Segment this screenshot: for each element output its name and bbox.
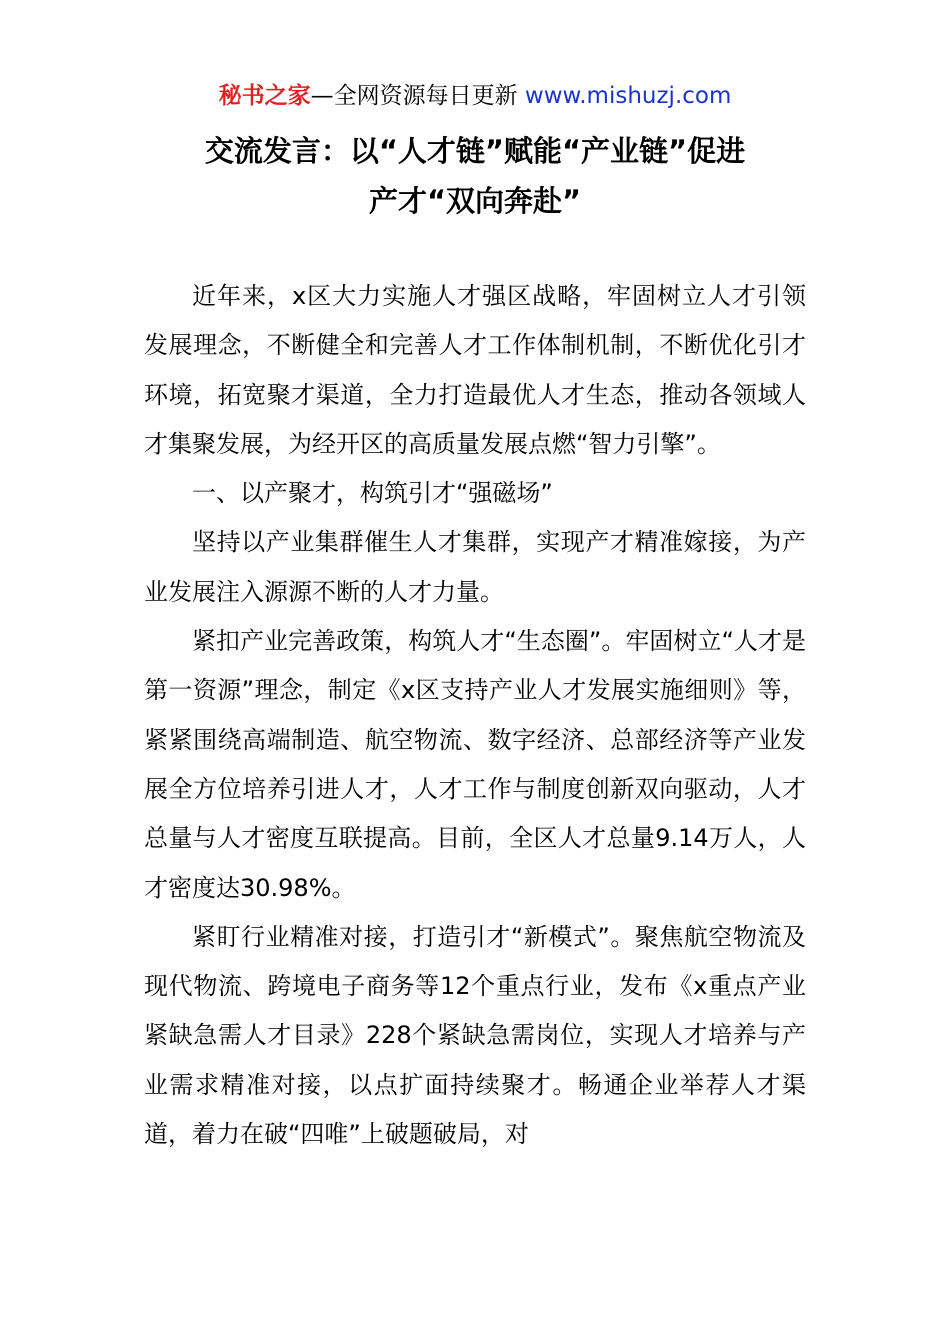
paragraph: 紧盯行业精准对接，打造引才“新模式”。聚焦航空物流及现代物流、跨境电子商务等12个重点行业，发布《x重点产业紧缺急需人才目录》228个紧缺急需岗位，实现人才培养与产业需求精准对接，以点扩面持续聚才。畅通企业举荐人才渠道，着力在破“四唯”上破题破局，对 <box>144 922 806 1149</box>
paragraph-intro: 近年来，x区大力实施人才强区战略，牢固树立人才引领发展理念，不断健全和完善人才工作体制机制，不断优化引才环境，拓宽聚才渠道，全力打造最优人才生态，推动各领域人才集聚发展，为经开区的高质量发展点燃“智力引擎”。 <box>144 282 806 458</box>
title-line-1: 交流发言：以“人才链”赋能“产业链”促进 <box>204 134 746 168</box>
site-header <box>0 80 950 112</box>
document-title <box>120 126 830 226</box>
site-url-link[interactable]: www.mishuzj.com <box>524 83 732 109</box>
title-line-2: 产才“双向奔赴” <box>368 184 582 218</box>
document-body <box>144 272 806 1159</box>
paragraph: 紧扣产业完善政策，构筑人才“生态圈”。牢固树立“人才是第一资源”理念，制定《x区支持产业人才发展实施细则》等，紧紧围绕高端制造、航空物流、数字经济、总部经济等产业发展全方位培养引进人才，人才工作与制度创新双向驱动，人才总量与人才密度互联提高。目前，全区人才总量9.14万人，人才密度达30.98%。 <box>144 627 806 902</box>
paragraph: 坚持以产业集群催生人才集群，实现产才精准嫁接，为产业发展注入源源不断的人才力量。 <box>144 528 806 606</box>
site-brand: 秘书之家 <box>218 83 311 109</box>
section-heading-1: 一、以产聚才，构筑引才“强磁场” <box>192 479 553 508</box>
site-tagline: —全网资源每日更新 <box>310 83 525 109</box>
